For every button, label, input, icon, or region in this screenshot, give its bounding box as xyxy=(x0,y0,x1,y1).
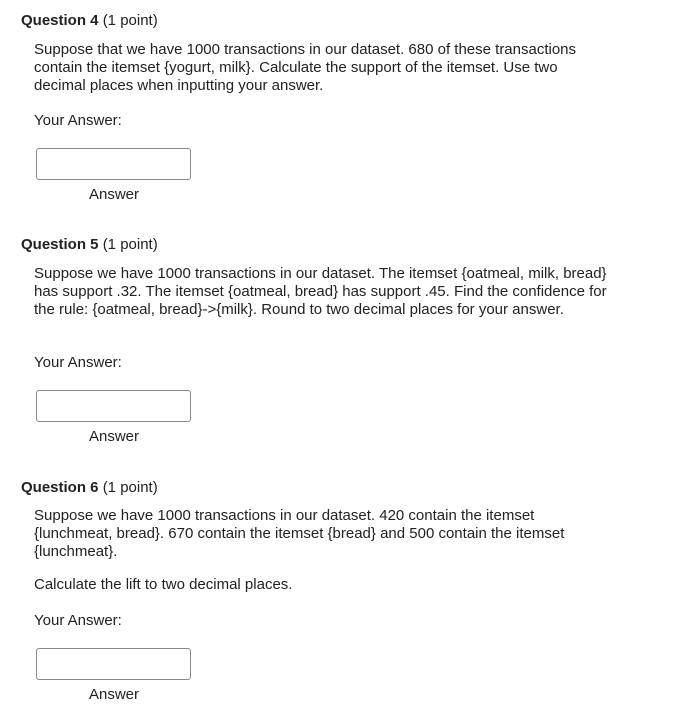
question-title: Question 5 xyxy=(21,236,99,253)
question-header xyxy=(21,236,158,254)
question-points: (1 point) xyxy=(102,12,158,29)
question-points: (1 point) xyxy=(102,479,158,496)
question-paragraph: Suppose we have 1000 transactions in our dataset. The itemset {oatmeal, milk, bread} has support .32. The itemset {oatmeal, bread} has support .45. Find the confidence for the rule: {oatmeal, bread}->{milk}. Round to two decimal places for your answer. xyxy=(34,265,607,318)
question-header xyxy=(21,479,158,497)
answer-label: Your Answer: xyxy=(34,612,122,629)
question-text xyxy=(34,41,609,95)
question-text xyxy=(34,507,609,561)
answer-caption: Answer xyxy=(89,186,140,203)
question-points: (1 point) xyxy=(102,236,158,253)
answer-input[interactable] xyxy=(36,648,191,680)
question-text-2 xyxy=(34,576,609,594)
answer-input[interactable] xyxy=(36,148,191,180)
question-paragraph: Suppose we have 1000 transactions in our dataset. 420 contain the itemset {lunchmeat, bread}. 670 contain the itemset {bread} and 500 contain the itemset {lunchmeat}. xyxy=(34,507,565,560)
question-title: Question 4 xyxy=(21,12,99,29)
question-paragraph: Calculate the lift to two decimal places. xyxy=(34,576,293,593)
answer-input[interactable] xyxy=(36,390,191,422)
answer-label: Your Answer: xyxy=(34,354,122,371)
answer-caption: Answer xyxy=(89,686,140,703)
question-text xyxy=(34,265,609,319)
answer-label: Your Answer: xyxy=(34,112,122,129)
question-header xyxy=(21,12,158,30)
question-paragraph: Suppose that we have 1000 transactions in our dataset. 680 of these transactions contain the itemset {yogurt, milk}. Calculate the support of the itemset. Use two decimal places when inputting your answer. xyxy=(34,41,577,94)
question-title: Question 6 xyxy=(21,479,99,496)
answer-caption: Answer xyxy=(89,428,140,445)
